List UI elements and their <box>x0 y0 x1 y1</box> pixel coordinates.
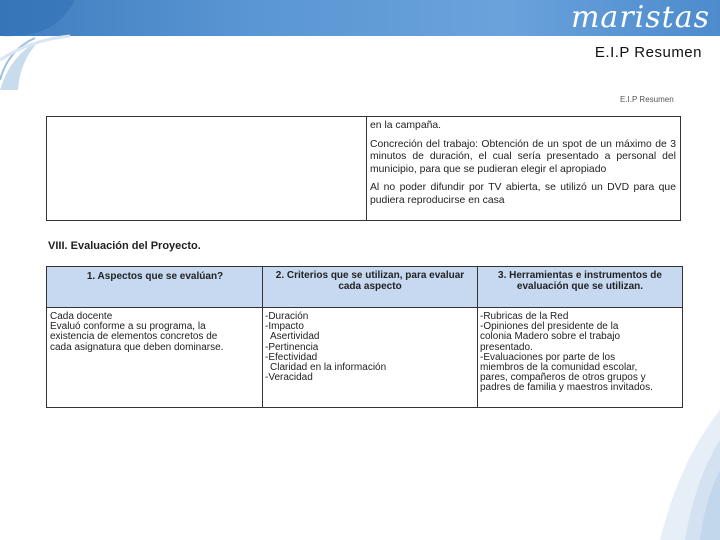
cell-line: -Pertinencia <box>265 341 319 353</box>
cell-line: existencia de elementos concretos de <box>50 331 218 343</box>
cell-line: Claridad en la información <box>270 362 387 374</box>
cell-paragraph: Al no poder difundir por TV abierta, se utilizó un DVD para que pudiera reproducirse en casa <box>370 182 676 206</box>
cell-line: miembros de la comunidad escolar, <box>480 362 638 374</box>
column-divider <box>262 267 263 407</box>
cell-line: -Rubricas de la Red <box>480 311 569 322</box>
cell-line: -Duración <box>265 311 309 322</box>
cell-line: colonia Madero sobre el trabajo <box>480 331 621 343</box>
cell-line: presentado. <box>480 341 533 353</box>
table-border <box>46 117 47 220</box>
maristas-logo: maristas <box>570 0 710 35</box>
page-title: E.I.P Resumen <box>594 44 702 61</box>
cell-paragraph: Concreción del trabajo: Obtención de un spot de un máximo de 3 minutos de duración, el cual sería presentado a personal del municipio, para que se pudieran elegir el apropiado <box>370 138 676 175</box>
cell-line: -Evaluaciones por parte de los <box>480 351 616 363</box>
evaluation-table <box>46 266 683 408</box>
continuation-cell <box>370 120 676 214</box>
continuation-table <box>46 116 681 221</box>
column-header-criteria: 2. Criterios que se utilizan, para evaluar cada aspecto <box>275 270 465 292</box>
column-divider <box>477 267 478 407</box>
column-tools-cell <box>480 312 680 394</box>
column-aspects-cell <box>50 312 260 353</box>
document-header-label: E.I.P Resumen <box>620 95 674 104</box>
cell-line: pares, compañeros de otros grupos y <box>480 372 646 384</box>
column-header-tools: 3. Herramientas e instrumentos de evaluación que se utilizan. <box>498 270 662 292</box>
cell-line: -Opiniones del presidente de la <box>480 321 619 333</box>
header-band <box>0 0 720 36</box>
cell-line: cada asignatura que deben dominarse. <box>50 341 224 353</box>
cell-line: -Impacto <box>265 321 304 333</box>
cell-line: padres de familia y maestros invitados. <box>480 382 653 394</box>
cell-line: Evaluó conforme a su programa, la <box>50 321 206 333</box>
column-criteria-cell <box>265 312 473 383</box>
table-border <box>366 117 367 220</box>
column-header-aspects: 1. Aspectos que se evalúan? <box>86 271 224 282</box>
cell-line: Asertividad <box>270 331 320 343</box>
cell-paragraph: en la campaña. <box>370 120 442 131</box>
section-heading: VIII. Evaluación del Proyecto. <box>48 240 201 252</box>
cell-line: Cada docente <box>50 311 113 322</box>
cell-line: -Efectividad <box>265 351 318 363</box>
cell-line: -Veracidad <box>265 372 313 384</box>
table-border <box>680 117 681 220</box>
